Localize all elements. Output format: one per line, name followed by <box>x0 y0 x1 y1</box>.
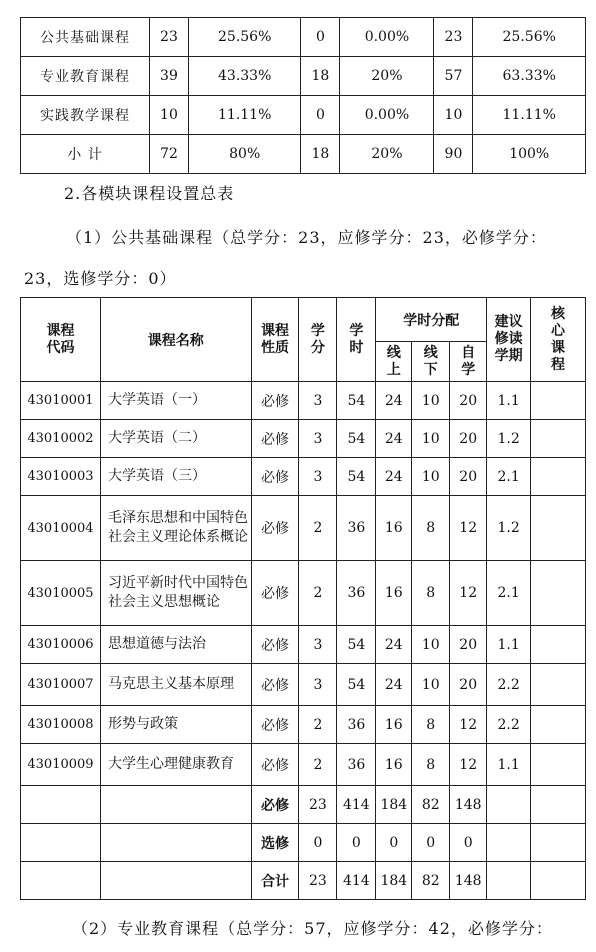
summary-cell: 57 <box>434 57 473 96</box>
course-core <box>531 626 586 664</box>
summary-cell: 43.33% <box>188 57 301 96</box>
course-self: 20 <box>450 420 487 458</box>
course-term: 2.1 <box>487 458 531 496</box>
summary-cell: 100% <box>473 135 586 174</box>
course-core <box>531 706 586 744</box>
course-code: 43010009 <box>21 744 101 786</box>
course-core <box>531 420 586 458</box>
empty-cell <box>487 786 531 824</box>
totals-label: 合计 <box>251 862 299 900</box>
header-course-code: 课程 代码 <box>21 298 101 382</box>
course-hours: 36 <box>337 561 376 626</box>
course-credits: 2 <box>299 561 337 626</box>
header-hours-distribution: 学时分配 <box>376 298 487 342</box>
summary-cell: 11.11% <box>473 96 586 135</box>
course-nature: 必修 <box>251 420 299 458</box>
course-self: 20 <box>450 626 487 664</box>
summary-cell: 0.00% <box>340 96 434 135</box>
empty-cell <box>21 786 101 824</box>
summary-module-name: 公共基础课程 <box>21 18 150 57</box>
course-code: 43010003 <box>21 458 101 496</box>
course-hours: 36 <box>337 496 376 561</box>
course-hours: 54 <box>337 382 376 420</box>
course-online: 16 <box>376 706 412 744</box>
course-name: 思想道德与法治 <box>100 626 251 664</box>
totals-online: 184 <box>376 786 412 824</box>
summary-cell: 0.00% <box>340 18 434 57</box>
empty-cell <box>100 786 251 824</box>
summary-row <box>21 135 586 174</box>
course-offline: 10 <box>412 664 450 706</box>
course-name: 大学生心理健康教育 <box>100 744 251 786</box>
summary-module-name: 专业教育课程 <box>21 57 150 96</box>
course-credits: 3 <box>299 664 337 706</box>
summary-cell: 63.33% <box>473 57 586 96</box>
course-row <box>21 744 586 786</box>
course-name: 习近平新时代中国特色社会主义思想概论 <box>100 561 251 626</box>
header-online: 线 上 <box>376 342 412 382</box>
header-course-name: 课程名称 <box>100 298 251 382</box>
course-offline: 8 <box>412 496 450 561</box>
header-course-nature: 课程 性质 <box>251 298 299 382</box>
course-offline: 10 <box>412 458 450 496</box>
course-name: 毛泽东思想和中国特色社会主义理论体系概论 <box>100 496 251 561</box>
public-course-summary-line1: （1）公共基础课程（总学分：23，应修学分：23，必修学分： <box>66 228 547 247</box>
course-row <box>21 706 586 744</box>
course-online: 16 <box>376 744 412 786</box>
header-core-course: 核 心 课 程 <box>531 298 586 382</box>
course-term: 1.1 <box>487 626 531 664</box>
course-name: 形势与政策 <box>100 706 251 744</box>
course-row <box>21 420 586 458</box>
course-row <box>21 561 586 626</box>
course-nature: 必修 <box>251 626 299 664</box>
course-code: 43010005 <box>21 561 101 626</box>
course-row <box>21 626 586 664</box>
totals-hours: 414 <box>337 862 376 900</box>
course-offline: 10 <box>412 382 450 420</box>
summary-cell: 72 <box>150 135 189 174</box>
course-term: 1.2 <box>487 496 531 561</box>
course-self: 20 <box>450 458 487 496</box>
empty-cell <box>487 862 531 900</box>
course-code: 43010006 <box>21 626 101 664</box>
totals-row <box>21 786 586 824</box>
course-row <box>21 496 586 561</box>
totals-self: 148 <box>450 786 487 824</box>
empty-cell <box>531 786 586 824</box>
summary-row <box>21 18 586 57</box>
empty-cell <box>100 862 251 900</box>
totals-offline: 82 <box>412 786 450 824</box>
totals-online: 0 <box>376 824 412 862</box>
totals-offline: 0 <box>412 824 450 862</box>
summary-module-name: 小 计 <box>21 135 150 174</box>
course-offline: 8 <box>412 706 450 744</box>
public-course-summary-line2: 23，选修学分：0） <box>24 269 177 288</box>
summary-cell: 39 <box>150 57 189 96</box>
summary-cell: 90 <box>434 135 473 174</box>
course-credits: 3 <box>299 420 337 458</box>
course-self: 12 <box>450 561 487 626</box>
course-offline: 10 <box>412 626 450 664</box>
totals-self: 0 <box>450 824 487 862</box>
course-core <box>531 496 586 561</box>
totals-self: 148 <box>450 862 487 900</box>
course-row <box>21 664 586 706</box>
summary-cell: 20% <box>340 135 434 174</box>
course-hours: 54 <box>337 458 376 496</box>
course-credits: 3 <box>299 458 337 496</box>
empty-cell <box>21 862 101 900</box>
professional-course-summary: （2）专业教育课程（总学分：57，应修学分：42，必修学分： <box>72 919 553 938</box>
section-heading: 2.各模块课程设置总表 <box>64 184 235 203</box>
empty-cell <box>21 824 101 862</box>
summary-cell: 18 <box>301 57 340 96</box>
summary-row <box>21 57 586 96</box>
totals-credits: 23 <box>299 786 337 824</box>
summary-cell: 20% <box>340 57 434 96</box>
course-credits: 2 <box>299 496 337 561</box>
course-name: 大学英语（二） <box>100 420 251 458</box>
course-offline: 10 <box>412 420 450 458</box>
course-name: 大学英语（三） <box>100 458 251 496</box>
course-code: 43010007 <box>21 664 101 706</box>
totals-row <box>21 824 586 862</box>
header-offline: 线 下 <box>412 342 450 382</box>
empty-cell <box>487 824 531 862</box>
module-summary-table <box>20 17 586 174</box>
course-term: 1.2 <box>487 420 531 458</box>
course-term: 1.1 <box>487 382 531 420</box>
totals-label: 必修 <box>251 786 299 824</box>
course-self: 12 <box>450 496 487 561</box>
summary-cell: 10 <box>434 96 473 135</box>
course-term: 2.1 <box>487 561 531 626</box>
course-nature: 必修 <box>251 706 299 744</box>
course-credits: 3 <box>299 382 337 420</box>
course-code: 43010002 <box>21 420 101 458</box>
totals-online: 184 <box>376 862 412 900</box>
summary-cell: 23 <box>434 18 473 57</box>
empty-cell <box>531 824 586 862</box>
totals-credits: 23 <box>299 862 337 900</box>
summary-cell: 25.56% <box>473 18 586 57</box>
course-hours: 54 <box>337 664 376 706</box>
course-nature: 必修 <box>251 561 299 626</box>
summary-cell: 23 <box>150 18 189 57</box>
summary-cell: 25.56% <box>188 18 301 57</box>
course-self: 12 <box>450 706 487 744</box>
course-nature: 必修 <box>251 496 299 561</box>
course-online: 24 <box>376 664 412 706</box>
course-code: 43010001 <box>21 382 101 420</box>
course-offline: 8 <box>412 561 450 626</box>
course-core <box>531 561 586 626</box>
summary-cell: 0 <box>301 18 340 57</box>
summary-row <box>21 96 586 135</box>
public-course-table <box>20 297 586 900</box>
course-code: 43010008 <box>21 706 101 744</box>
course-online: 24 <box>376 626 412 664</box>
totals-label: 选修 <box>251 824 299 862</box>
course-nature: 必修 <box>251 664 299 706</box>
course-hours: 36 <box>337 744 376 786</box>
header-suggested-term: 建议 修读 学期 <box>487 298 531 382</box>
header-credits: 学 分 <box>299 298 337 382</box>
empty-cell <box>100 824 251 862</box>
course-offline: 8 <box>412 744 450 786</box>
course-core <box>531 458 586 496</box>
course-core <box>531 664 586 706</box>
empty-cell <box>531 862 586 900</box>
course-name: 马克思主义基本原理 <box>100 664 251 706</box>
course-credits: 2 <box>299 706 337 744</box>
course-row <box>21 382 586 420</box>
course-online: 24 <box>376 382 412 420</box>
course-nature: 必修 <box>251 744 299 786</box>
course-self: 12 <box>450 744 487 786</box>
course-online: 24 <box>376 420 412 458</box>
course-term: 1.1 <box>487 744 531 786</box>
summary-cell: 11.11% <box>188 96 301 135</box>
course-row <box>21 458 586 496</box>
course-hours: 36 <box>337 706 376 744</box>
totals-credits: 0 <box>299 824 337 862</box>
course-self: 20 <box>450 664 487 706</box>
course-term: 2.2 <box>487 706 531 744</box>
totals-row <box>21 862 586 900</box>
course-online: 24 <box>376 458 412 496</box>
course-self: 20 <box>450 382 487 420</box>
course-credits: 2 <box>299 744 337 786</box>
totals-hours: 0 <box>337 824 376 862</box>
totals-offline: 82 <box>412 862 450 900</box>
course-hours: 54 <box>337 420 376 458</box>
course-nature: 必修 <box>251 382 299 420</box>
summary-cell: 10 <box>150 96 189 135</box>
summary-cell: 0 <box>301 96 340 135</box>
course-core <box>531 744 586 786</box>
header-hours: 学 时 <box>337 298 376 382</box>
course-term: 2.2 <box>487 664 531 706</box>
totals-hours: 414 <box>337 786 376 824</box>
course-name: 大学英语（一） <box>100 382 251 420</box>
course-core <box>531 382 586 420</box>
course-code: 43010004 <box>21 496 101 561</box>
course-online: 16 <box>376 561 412 626</box>
summary-cell: 18 <box>301 135 340 174</box>
summary-cell: 80% <box>188 135 301 174</box>
header-self-study: 自 学 <box>450 342 487 382</box>
course-online: 16 <box>376 496 412 561</box>
summary-module-name: 实践教学课程 <box>21 96 150 135</box>
course-nature: 必修 <box>251 458 299 496</box>
course-credits: 3 <box>299 626 337 664</box>
course-hours: 54 <box>337 626 376 664</box>
